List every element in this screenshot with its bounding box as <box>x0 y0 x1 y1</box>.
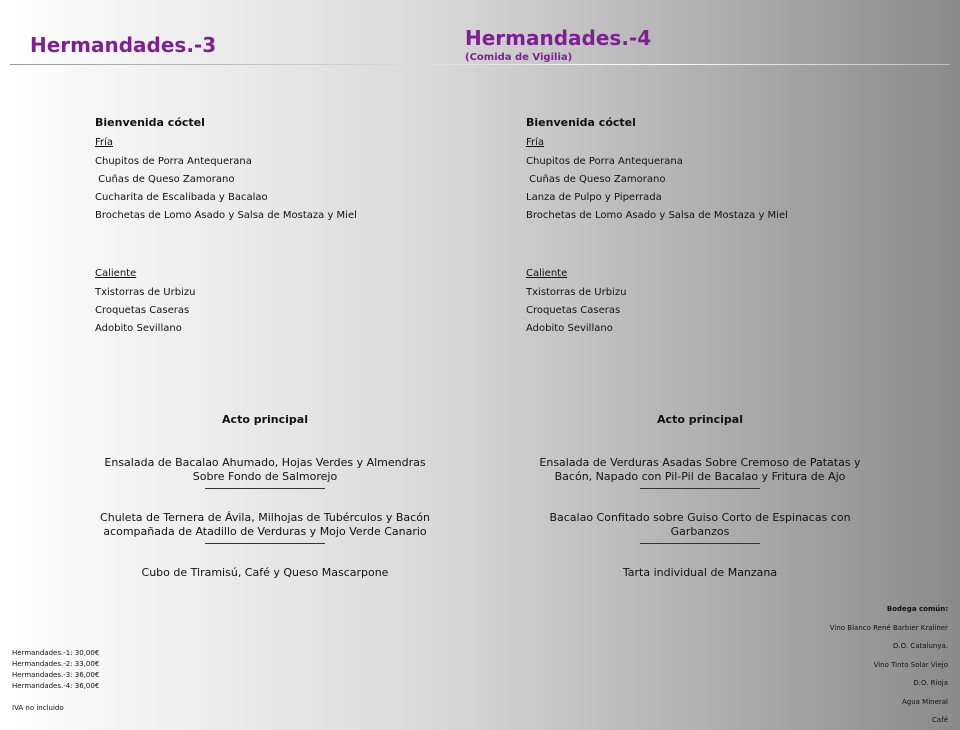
list-item: Lanza de Pulpo y Piperrada <box>526 192 662 203</box>
list-item: Txistorras de Urbizu <box>95 287 196 298</box>
list-item: Txistorras de Urbizu <box>526 287 627 298</box>
menu-3-main-course <box>95 413 435 580</box>
list-item: Croquetas Caseras <box>95 305 190 316</box>
list-item: Chupitos de Porra Antequerana <box>526 156 683 167</box>
price-item: Hermandades.-1: 30,00€ <box>12 649 100 657</box>
price-item: Hermandades.-4: 36,00€ <box>12 682 100 690</box>
cold-label: Fría <box>95 137 114 148</box>
list-item: Adobito Sevillano <box>95 323 182 334</box>
wine-item: D.O. Catalunya. <box>893 642 948 650</box>
wine-item: Vino Blanco René Barbier Kraliner <box>829 623 948 632</box>
wine-item: Vino Tinto Solar Viejo <box>873 660 948 669</box>
dish-starter: Ensalada de Verduras Asadas Sobre Cremoso de Patatas y Bacón, Napado con Pil-Pil de Bacalao y Fritura de Ajo <box>539 456 861 483</box>
list-item: Cuñas de Queso Zamorano <box>95 174 235 185</box>
wine-item: Café <box>932 716 948 724</box>
list-item: Brochetas de Lomo Asado y Salsa de Mostaza y Miel <box>95 210 357 221</box>
menu-4-main-course <box>525 413 875 580</box>
dish-divider <box>640 488 760 489</box>
dish-dessert: Cubo de Tiramisú, Café y Queso Mascarpone <box>141 566 389 579</box>
list-item: Brochetas de Lomo Asado y Salsa de Mostaza y Miel <box>526 210 788 221</box>
dish-main: Chuleta de Ternera de Ávila, Milhojas de Tubérculos y Bacón acompañada de Atadillo de Verduras y Mojo Verde Canario <box>100 511 430 538</box>
welcome-heading: Bienvenida cóctel <box>526 116 636 129</box>
menu-4-cocktail <box>526 116 866 341</box>
dish-main: Bacalao Confitado sobre Guiso Corto de Espinacas con Garbanzos <box>549 511 851 538</box>
hot-label: Caliente <box>95 268 137 279</box>
list-item: Adobito Sevillano <box>526 323 613 334</box>
dish-divider <box>640 543 760 544</box>
list-item: Cuñas de Queso Zamorano <box>526 174 666 185</box>
wine-list <box>830 600 948 730</box>
list-item: Cucharita de Escalibada y Bacalao <box>95 192 268 203</box>
dish-divider <box>205 488 325 489</box>
menu-4-title: Hermandades.-4 <box>465 26 652 50</box>
menu-3-cocktail <box>95 116 435 341</box>
tax-note: IVA no incluido <box>12 704 64 712</box>
main-course-heading: Acto principal <box>657 413 743 426</box>
header-divider <box>10 64 950 65</box>
dish-starter: Ensalada de Bacalao Ahumado, Hojas Verdes y Almendras Sobre Fondo de Salmorejo <box>104 456 426 483</box>
price-list <box>12 648 99 692</box>
menu-3-title: Hermandades.-3 <box>30 33 217 57</box>
price-item: Hermandades.-3: 36,00€ <box>12 671 100 679</box>
menu-4-subtitle: (Comida de Vigilia) <box>465 52 573 63</box>
cold-label: Fría <box>526 137 545 148</box>
wine-item: Agua Mineral <box>901 697 948 706</box>
wine-list-heading: Bodega común: <box>886 605 948 613</box>
list-item: Croquetas Caseras <box>526 305 621 316</box>
price-item: Hermandades.-2: 33,00€ <box>12 660 100 668</box>
welcome-heading: Bienvenida cóctel <box>95 116 205 129</box>
hot-label: Caliente <box>526 268 568 279</box>
dish-divider <box>205 543 325 544</box>
wine-item: D.O. Rioja <box>913 679 948 687</box>
list-item: Chupitos de Porra Antequerana <box>95 156 252 167</box>
main-course-heading: Acto principal <box>222 413 308 426</box>
dish-dessert: Tarta individual de Manzana <box>622 566 778 579</box>
